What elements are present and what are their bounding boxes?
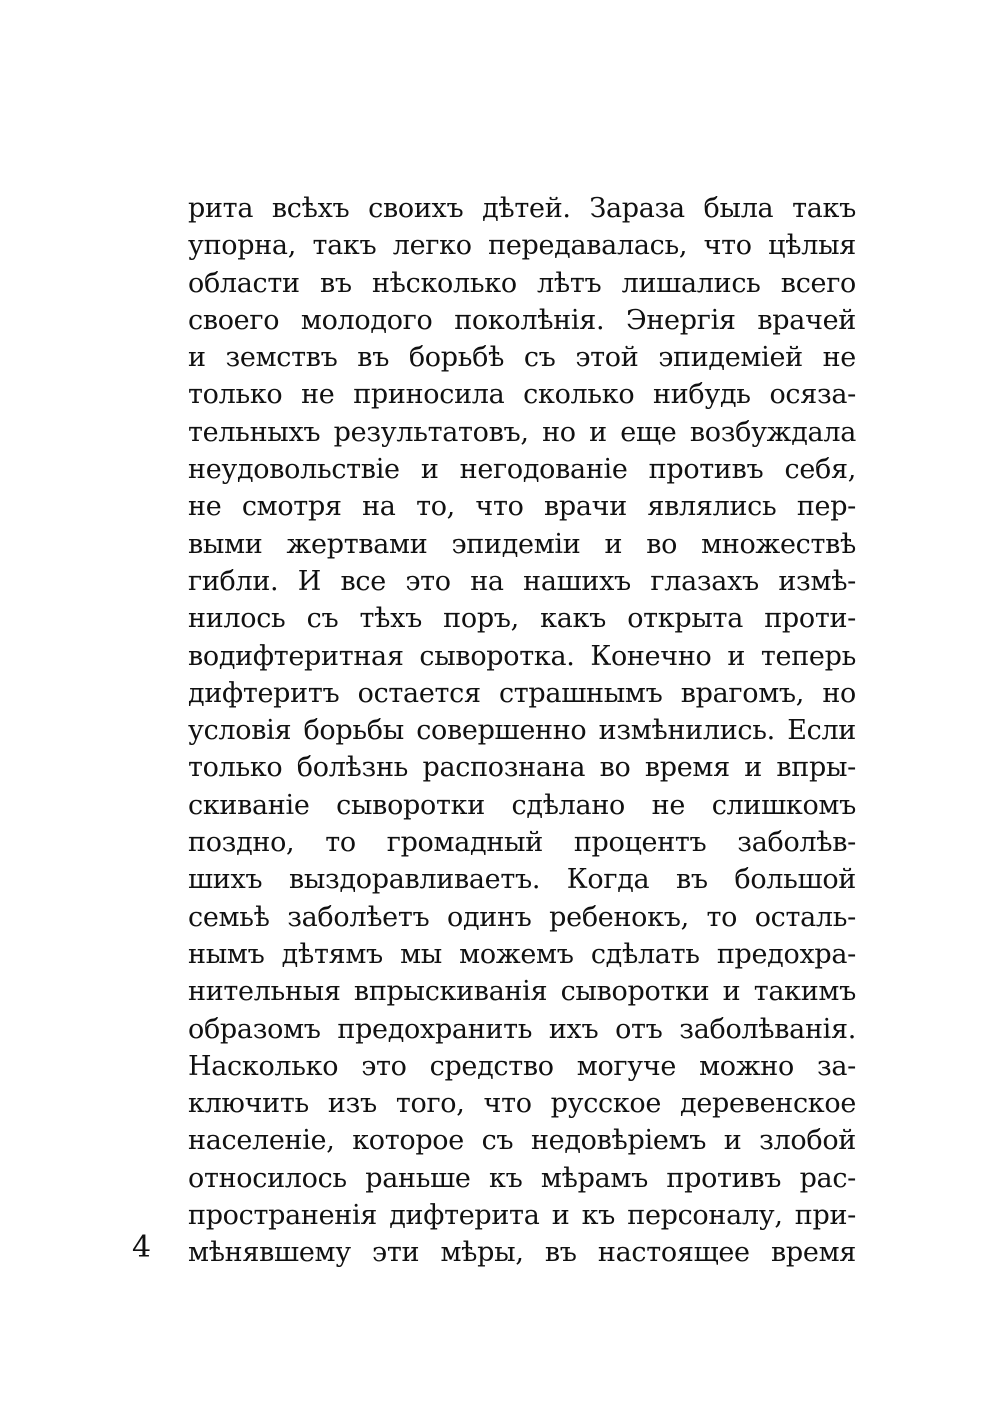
text-line: скиваніе сыворотки сдѣлано не слишкомъ [188, 789, 856, 821]
text-line: только не приносила сколько нибудь осяза- [188, 379, 856, 411]
text-line: ключить изъ того, что русское деревенское [188, 1088, 856, 1120]
text-line: не смотря на то, что врачи являлись пер- [188, 491, 856, 523]
text-line: водифтеритная сыворотка. Конечно и теперь [188, 640, 856, 672]
text-line: семьѣ заболѣетъ одинъ ребенокъ, то осталь- [188, 901, 856, 933]
text-line: области въ нѣсколько лѣтъ лишались всего [188, 267, 856, 299]
text-line: нымъ дѣтямъ мы можемъ сдѣлать предохра- [188, 938, 856, 970]
text-line: шихъ выздоравливаетъ. Когда въ большой [188, 864, 856, 896]
page-number: 4 [132, 1230, 152, 1265]
text-line: образомъ предохранить ихъ отъ заболѣванія. [188, 1013, 856, 1045]
body-text [188, 190, 856, 1272]
text-line: условія борьбы совершенно измѣнились. Если [188, 715, 856, 747]
text-line: нительныя впрыскиванія сыворотки и такимъ [188, 976, 856, 1008]
text-line: пространенія дифтерита и къ персоналу, при- [188, 1200, 856, 1232]
text-line: выми жертвами эпидеміи и во множествѣ [188, 528, 856, 560]
text-line: и земствъ въ борьбѣ съ этой эпидеміей не [188, 342, 856, 374]
text-line: нилось съ тѣхъ поръ, какъ открыта проти- [188, 603, 856, 635]
text-line: неудовольствіе и негодованіе противъ себя, [188, 454, 856, 486]
text-line: своего молодого поколѣнія. Энергія врачей [188, 304, 856, 336]
text-line: мѣнявшему эти мѣры, въ настоящее время [188, 1237, 856, 1269]
text-line: дифтеритъ остается страшнымъ врагомъ, но [188, 677, 856, 709]
text-line: поздно, то громадный процентъ заболѣв- [188, 827, 856, 859]
text-line: упорна, такъ легко передавалась, что цѣлыя [188, 230, 856, 262]
text-line: рита всѣхъ своихъ дѣтей. Зараза была такъ [188, 193, 856, 224]
text-line: Насколько это средство могуче можно за- [188, 1050, 856, 1082]
text-line: населеніе, которое съ недовѣріемъ и злобой [188, 1125, 856, 1157]
text-line: относилось раньше къ мѣрамъ противъ рас- [188, 1162, 856, 1194]
text-line: только болѣзнь распознана во время и впры- [188, 752, 856, 784]
text-line: гибли. И все это на нашихъ глазахъ измѣ- [188, 565, 856, 597]
text-line: тельныхъ результатовъ, но и еще возбуждала [188, 416, 856, 448]
